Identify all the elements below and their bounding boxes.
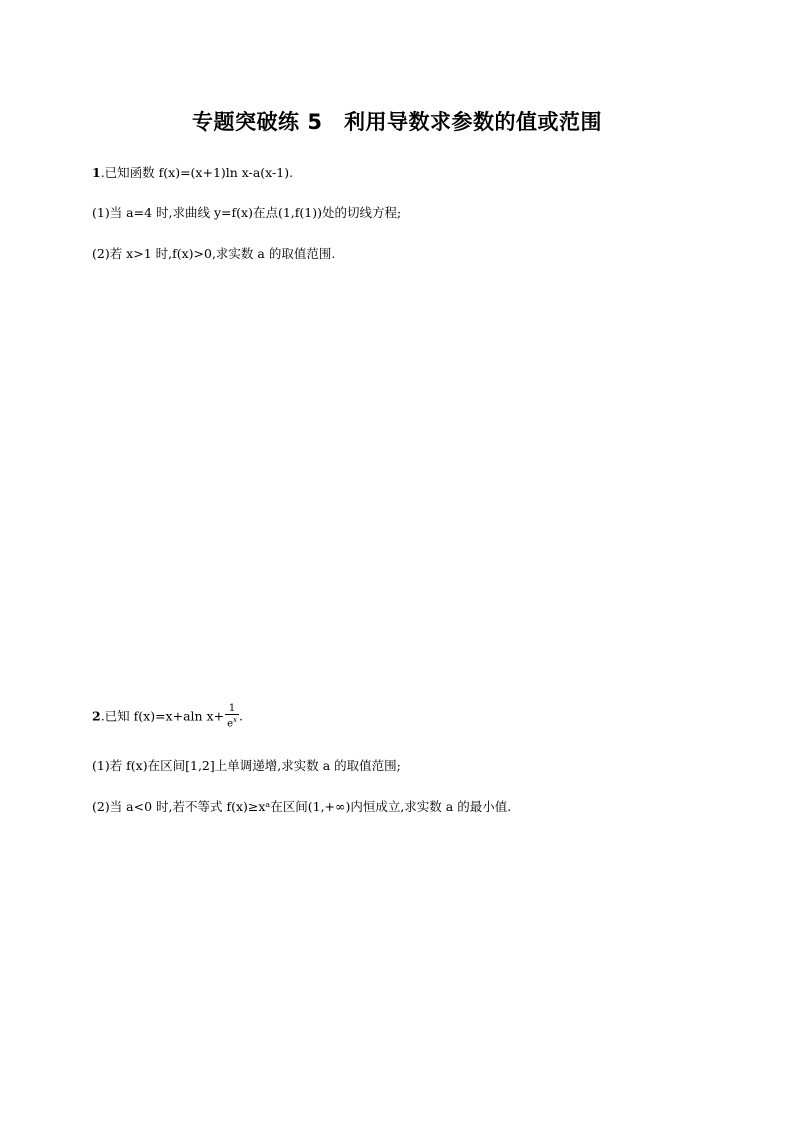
- question-2-text: .已知 f(x)=x+aln x+: [100, 708, 225, 724]
- question-2-part-2: (2)当 a<0 时,若不等式 f(x)≥xᵃ在区间(1,+∞)内恒成立,求实数 a 的最小值.: [92, 799, 512, 814]
- page-title: 专题突破练 5 利用导数求参数的值或范围: [192, 110, 602, 134]
- fraction-denominator-base: e: [227, 718, 233, 730]
- question-1-text: .已知函数 f(x)=(x+1)ln x-a(x-1).: [100, 165, 294, 180]
- question-2-text-end: .: [238, 708, 243, 724]
- fraction-denominator: [225, 715, 239, 729]
- fraction-one-over-e-x: [225, 703, 239, 729]
- fraction-numerator: 1: [225, 703, 239, 715]
- fraction-denominator-exponent: x: [233, 716, 237, 724]
- question-1-number: 1: [92, 165, 101, 180]
- question-1-stem: [92, 165, 293, 181]
- question-2-part-1: (1)若 f(x)在区间[1,2]上单调递增,求实数 a 的取值范围;: [92, 758, 401, 773]
- question-2-stem: [92, 704, 243, 730]
- question-1-part-1: (1)当 a=4 时,求曲线 y=f(x)在点(1,f(1))处的切线方程;: [92, 205, 402, 220]
- question-1-part-2: (2)若 x>1 时,f(x)>0,求实数 a 的取值范围.: [92, 246, 336, 261]
- question-2-number: 2: [92, 708, 101, 724]
